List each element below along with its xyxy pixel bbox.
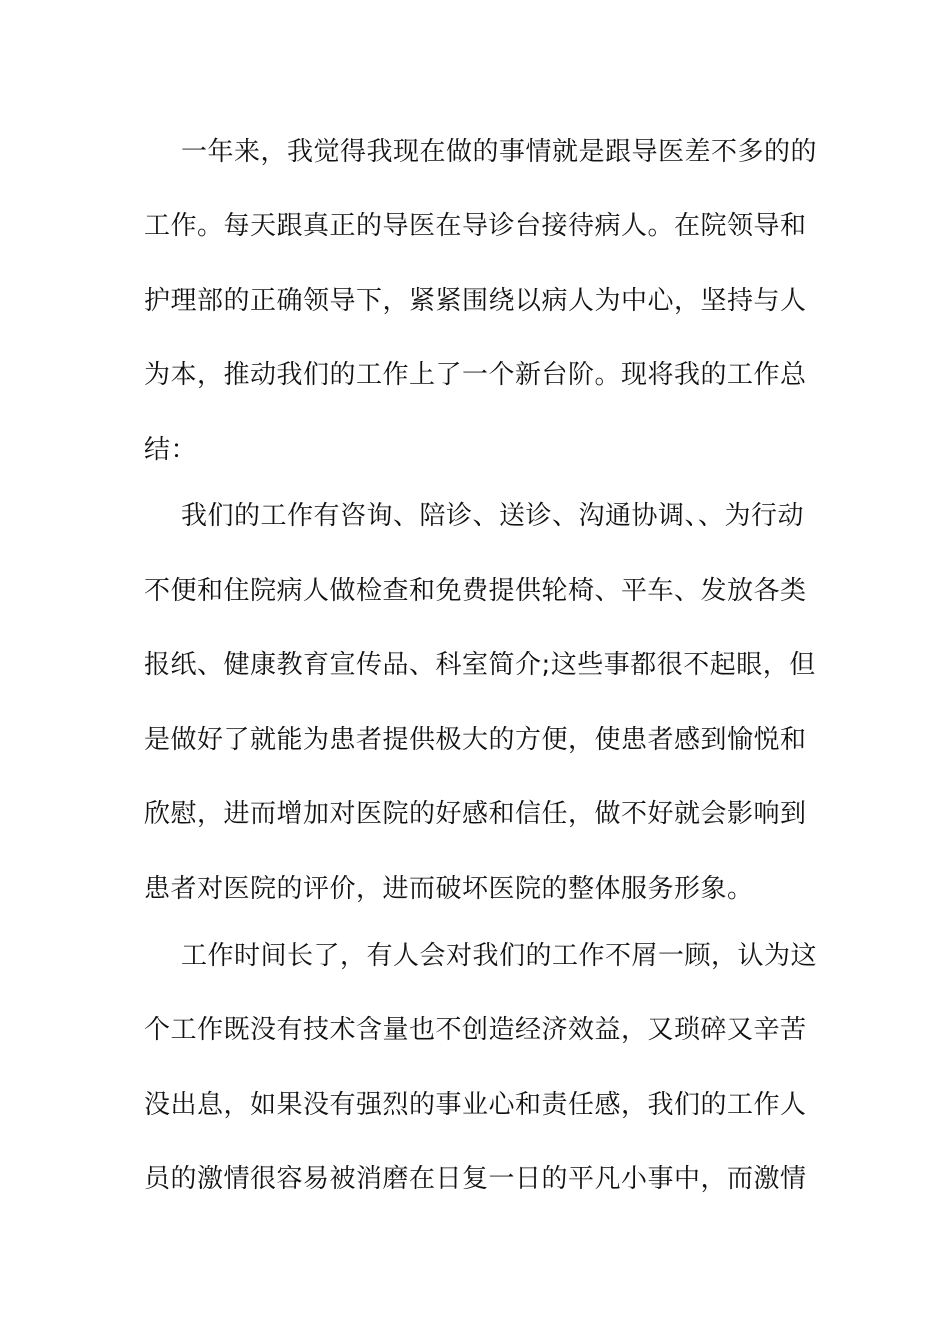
paragraph-2-line-5: 欣慰，进而增加对医院的好感和信任，做不好就会影响到 xyxy=(144,799,807,829)
paragraph-3-line-4: 员的激情很容易被消磨在日复一日的平凡小事中，而激情 xyxy=(144,1164,807,1194)
paragraph-2-line-6: 患者对医院的评价，进而破坏医院的整体服务形象。 xyxy=(144,874,754,904)
paragraph-1-line-1: 一年来，我觉得我现在做的事情就是跟导医差不多的的 xyxy=(181,137,818,167)
paragraph-1-line-3: 护理部的正确领导下，紧紧围绕以病人为中心，坚持与人 xyxy=(144,286,807,316)
paragraph-2-line-1: 我们的工作有咨询、陪诊、送诊、沟通协调、、为行动 xyxy=(181,501,805,531)
paragraph-2-line-2: 不便和住院病人做检查和免费提供轮椅、平车、发放各类 xyxy=(144,576,807,606)
paragraph-1-line-5: 结： xyxy=(144,435,198,465)
paragraph-3-line-3: 没出息，如果没有强烈的事业心和责任感，我们的工作人 xyxy=(144,1090,807,1120)
paragraph-2-line-4: 是做好了就能为患者提供极大的方便，使患者感到愉悦和 xyxy=(144,725,807,755)
paragraph-1-line-4: 为本，推动我们的工作上了一个新台阶。现将我的工作总 xyxy=(144,360,807,390)
paragraph-2-line-3: 报纸、健康教育宣传品、科室简介;这些事都很不起眼，但 xyxy=(144,650,816,680)
paragraph-1-line-2: 工作。每天跟真正的导医在导诊台接待病人。在院领导和 xyxy=(144,211,807,241)
paragraph-3-line-1: 工作时间长了，有人会对我们的工作不屑一顾，认为这 xyxy=(181,941,818,971)
paragraph-3-line-2: 个工作既没有技术含量也不创造经济效益，又琐碎又辛苦 xyxy=(144,1015,807,1045)
